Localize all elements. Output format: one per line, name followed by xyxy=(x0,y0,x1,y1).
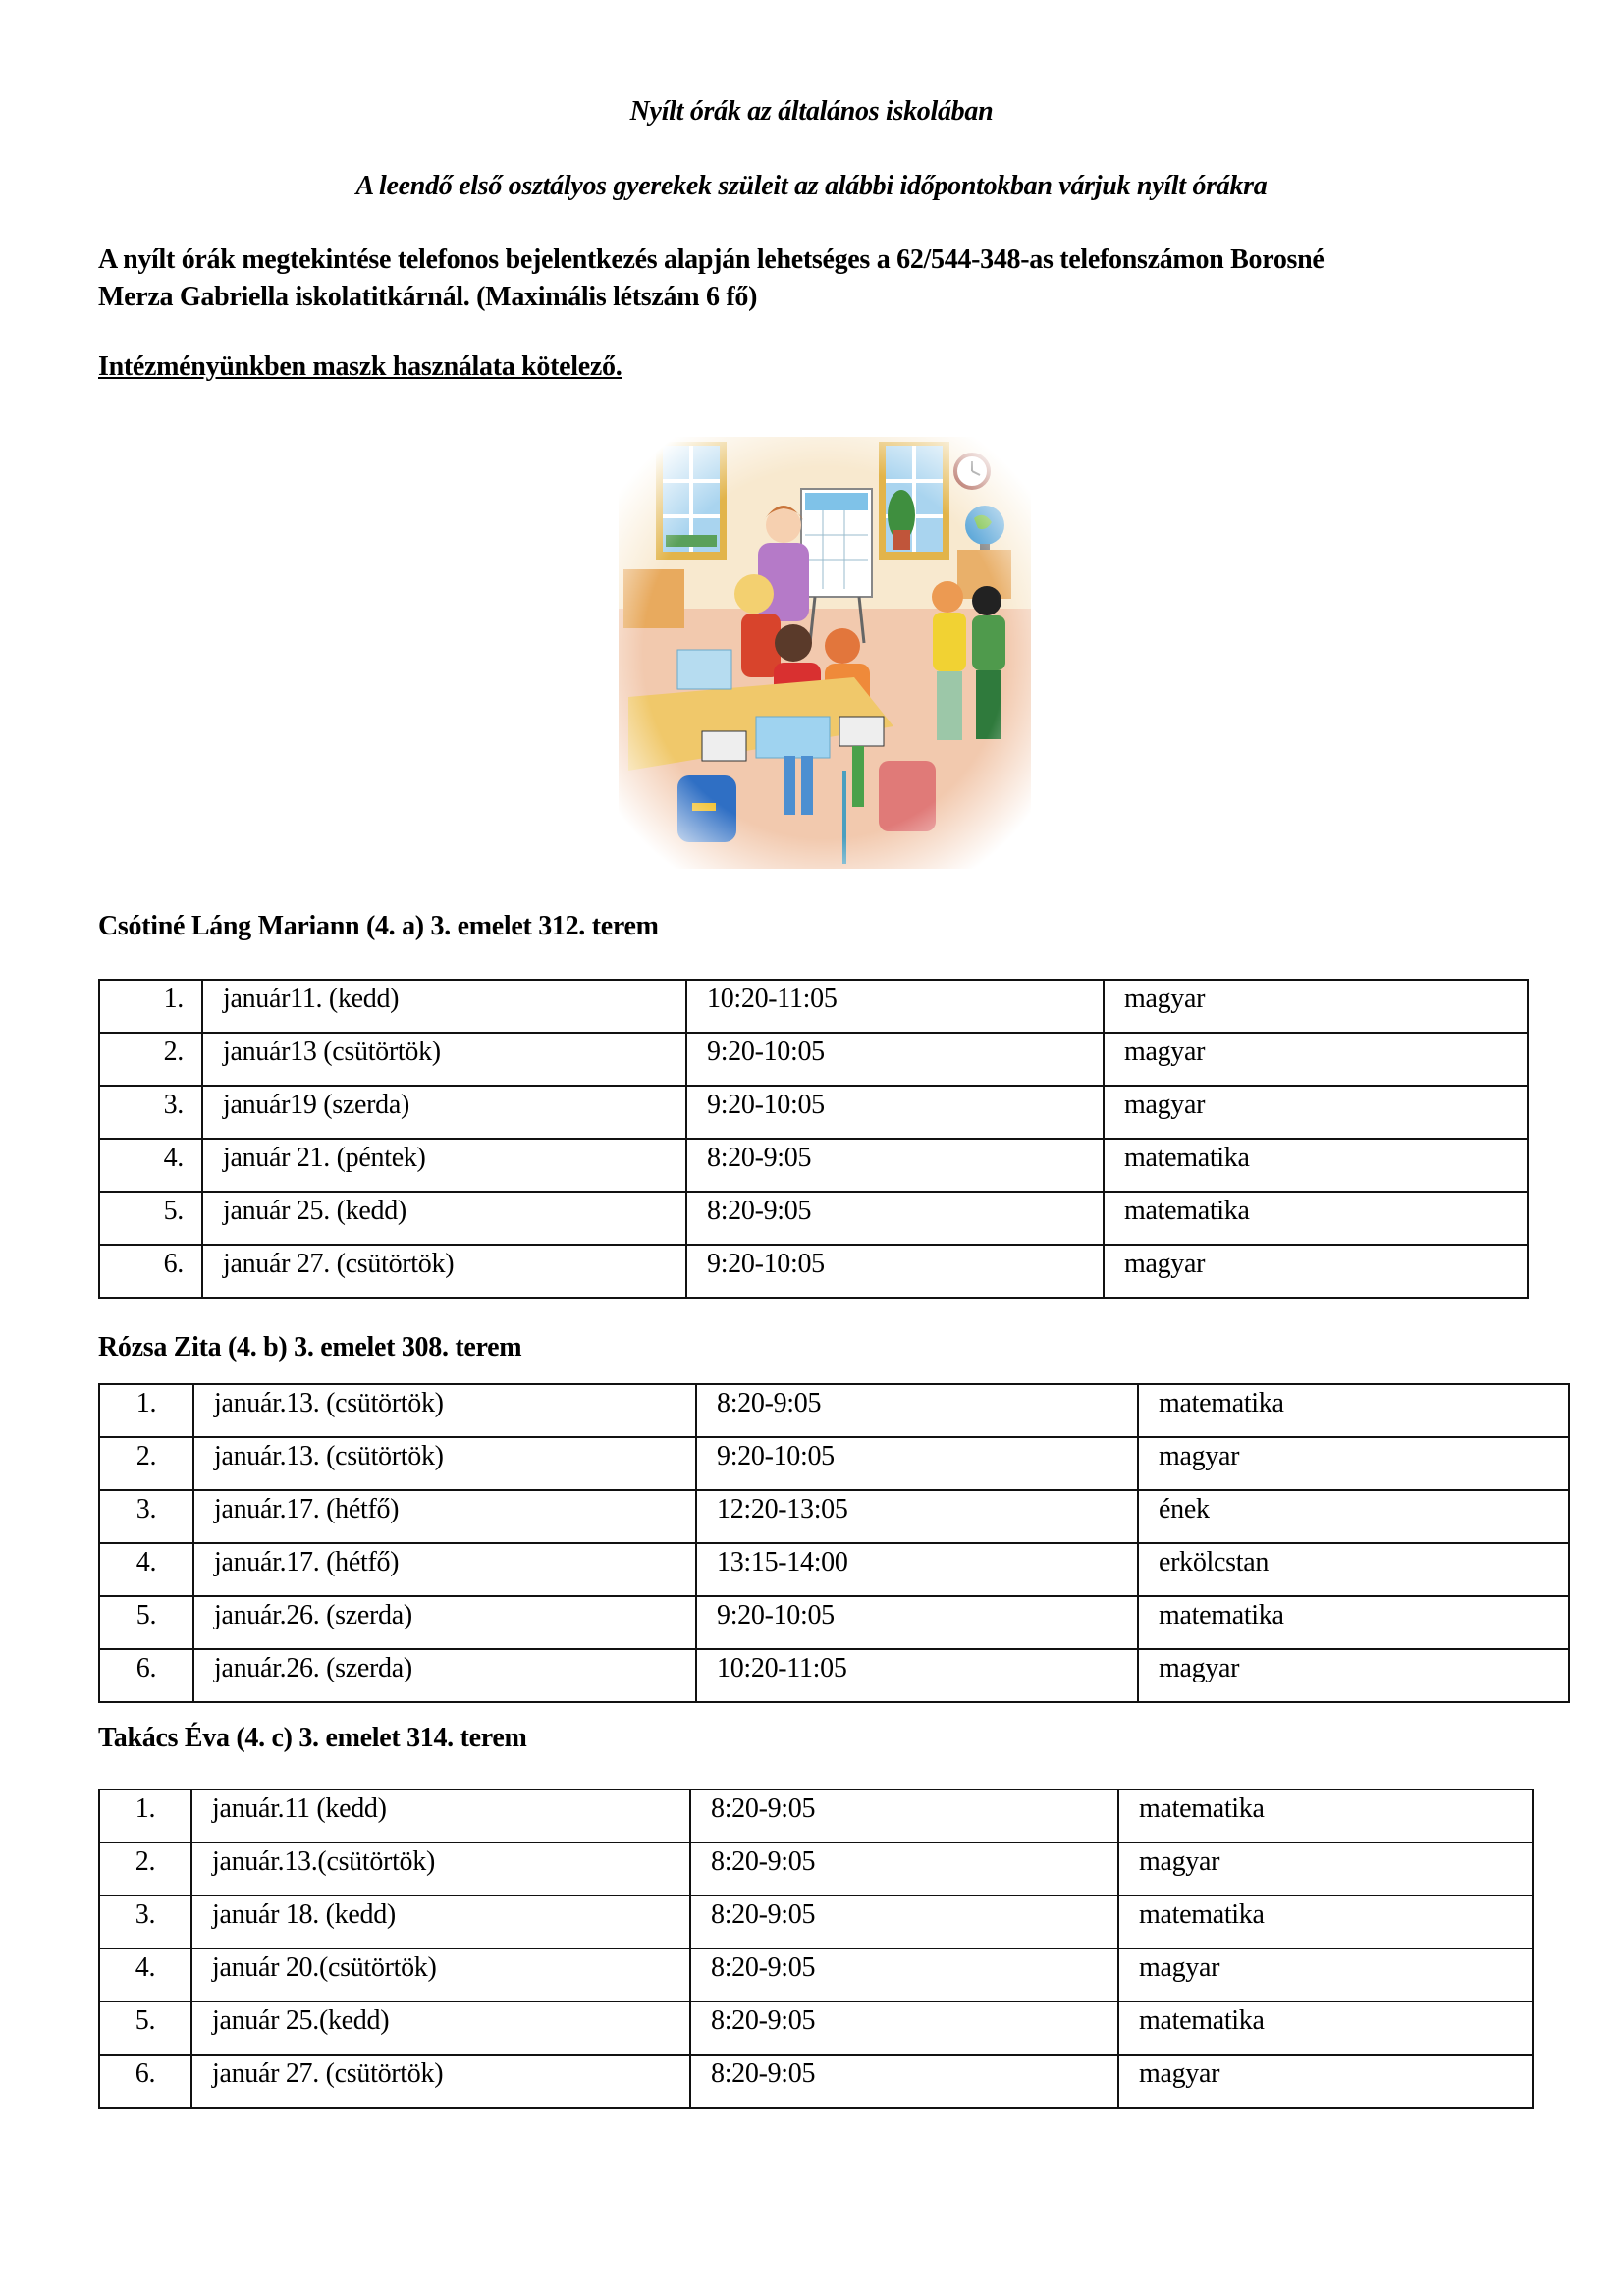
row-number: 1. xyxy=(99,1384,193,1437)
schedule-heading-4b: Rózsa Zita (4. b) 3. emelet 308. terem xyxy=(98,1332,522,1362)
time-cell: 13:15-14:00 xyxy=(696,1543,1138,1596)
subject-cell: matematika xyxy=(1104,1139,1528,1192)
schedule-heading-4a: Csótiné Láng Mariann (4. a) 3. emelet 312. terem xyxy=(98,911,659,941)
date-cell: január.13. (csütörtök) xyxy=(193,1437,696,1490)
table-row xyxy=(99,1086,1528,1139)
date-cell: január 25.(kedd) xyxy=(191,2002,690,2055)
date-cell: január19 (szerda) xyxy=(202,1086,686,1139)
subject-cell: magyar xyxy=(1104,1245,1528,1298)
row-number: 6. xyxy=(99,2055,191,2108)
table-row xyxy=(99,1543,1569,1596)
subject-cell: magyar xyxy=(1118,1842,1533,1896)
row-number: 4. xyxy=(99,1949,191,2002)
schedule-table-4a xyxy=(98,979,1529,1299)
table-row xyxy=(99,1384,1569,1437)
table-row xyxy=(99,1896,1533,1949)
table-row xyxy=(99,1842,1533,1896)
table-row xyxy=(99,980,1528,1033)
date-cell: január.13.(csütörtök) xyxy=(191,1842,690,1896)
time-cell: 9:20-10:05 xyxy=(686,1033,1104,1086)
table-row xyxy=(99,1649,1569,1702)
time-cell: 8:20-9:05 xyxy=(686,1192,1104,1245)
date-cell: január.26. (szerda) xyxy=(193,1596,696,1649)
row-number: 4. xyxy=(99,1139,202,1192)
time-cell: 9:20-10:05 xyxy=(686,1245,1104,1298)
subject-cell: matematika xyxy=(1138,1384,1569,1437)
date-cell: január.11 (kedd) xyxy=(191,1789,690,1842)
time-cell: 8:20-9:05 xyxy=(690,2002,1118,2055)
time-cell: 8:20-9:05 xyxy=(690,1842,1118,1896)
schedule-heading-4c: Takács Éva (4. c) 3. emelet 314. terem xyxy=(98,1723,527,1753)
date-cell: január.17. (hétfő) xyxy=(193,1543,696,1596)
date-cell: január13 (csütörtök) xyxy=(202,1033,686,1086)
date-cell: január11. (kedd) xyxy=(202,980,686,1033)
intro-line-2: Merza Gabriella iskolatitkárnál. (Maximális létszám 6 fő) xyxy=(98,282,758,312)
table-row xyxy=(99,2055,1533,2108)
classroom-illustration-svg xyxy=(609,432,1041,874)
subject-cell: magyar xyxy=(1138,1437,1569,1490)
table-row xyxy=(99,1949,1533,2002)
subject-cell: erkölcstan xyxy=(1138,1543,1569,1596)
row-number: 5. xyxy=(99,1192,202,1245)
classroom-illustration xyxy=(609,432,1041,874)
time-cell: 8:20-9:05 xyxy=(686,1139,1104,1192)
table-row xyxy=(99,1490,1569,1543)
table-row xyxy=(99,1437,1569,1490)
table-row xyxy=(99,1789,1533,1842)
time-cell: 9:20-10:05 xyxy=(696,1596,1138,1649)
row-number: 2. xyxy=(99,1437,193,1490)
subject-cell: magyar xyxy=(1104,980,1528,1033)
subject-cell: matematika xyxy=(1138,1596,1569,1649)
row-number: 3. xyxy=(99,1490,193,1543)
date-cell: január 18. (kedd) xyxy=(191,1896,690,1949)
table-row xyxy=(99,2002,1533,2055)
subject-cell: ének xyxy=(1138,1490,1569,1543)
row-number: 6. xyxy=(99,1245,202,1298)
row-number: 1. xyxy=(99,980,202,1033)
time-cell: 8:20-9:05 xyxy=(690,1789,1118,1842)
row-number: 3. xyxy=(99,1086,202,1139)
time-cell: 10:20-11:05 xyxy=(696,1649,1138,1702)
table-row xyxy=(99,1596,1569,1649)
date-cell: január.13. (csütörtök) xyxy=(193,1384,696,1437)
date-cell: január 21. (péntek) xyxy=(202,1139,686,1192)
row-number: 2. xyxy=(99,1842,191,1896)
subject-cell: magyar xyxy=(1118,1949,1533,2002)
table-row xyxy=(99,1139,1528,1192)
date-cell: január 20.(csütörtök) xyxy=(191,1949,690,2002)
time-cell: 10:20-11:05 xyxy=(686,980,1104,1033)
document-title: Nyílt órák az általános iskolában xyxy=(629,96,994,127)
time-cell: 12:20-13:05 xyxy=(696,1490,1138,1543)
time-cell: 8:20-9:05 xyxy=(696,1384,1138,1437)
schedule-table-4c xyxy=(98,1789,1534,2109)
row-number: 3. xyxy=(99,1896,191,1949)
row-number: 2. xyxy=(99,1033,202,1086)
time-cell: 8:20-9:05 xyxy=(690,1896,1118,1949)
date-cell: január 25. (kedd) xyxy=(202,1192,686,1245)
subject-cell: magyar xyxy=(1104,1033,1528,1086)
table-row xyxy=(99,1033,1528,1086)
document-subtitle: A leendő első osztályos gyerekek szüleit az alábbi időpontokban várjuk nyílt órákra xyxy=(355,171,1268,201)
row-number: 1. xyxy=(99,1789,191,1842)
intro-line-1: A nyílt órák megtekintése telefonos bejelentkezés alapján lehetséges a 62/544-348-as telefonszámon Borosné xyxy=(98,244,1325,275)
subject-cell: magyar xyxy=(1104,1086,1528,1139)
schedule-table-4b xyxy=(98,1383,1570,1703)
date-cell: január 27. (csütörtök) xyxy=(191,2055,690,2108)
row-number: 5. xyxy=(99,1596,193,1649)
time-cell: 9:20-10:05 xyxy=(686,1086,1104,1139)
date-cell: január.17. (hétfő) xyxy=(193,1490,696,1543)
time-cell: 8:20-9:05 xyxy=(690,1949,1118,2002)
subject-cell: matematika xyxy=(1104,1192,1528,1245)
subject-cell: magyar xyxy=(1138,1649,1569,1702)
row-number: 6. xyxy=(99,1649,193,1702)
subject-cell: matematika xyxy=(1118,1896,1533,1949)
time-cell: 9:20-10:05 xyxy=(696,1437,1138,1490)
date-cell: január 27. (csütörtök) xyxy=(202,1245,686,1298)
row-number: 4. xyxy=(99,1543,193,1596)
intro-paragraph xyxy=(98,241,1532,316)
mask-notice: Intézményünkben maszk használata kötelező. xyxy=(98,351,622,382)
subject-cell: magyar xyxy=(1118,2055,1533,2108)
row-number: 5. xyxy=(99,2002,191,2055)
subject-cell: matematika xyxy=(1118,1789,1533,1842)
time-cell: 8:20-9:05 xyxy=(690,2055,1118,2108)
date-cell: január.26. (szerda) xyxy=(193,1649,696,1702)
table-row xyxy=(99,1245,1528,1298)
table-row xyxy=(99,1192,1528,1245)
subject-cell: matematika xyxy=(1118,2002,1533,2055)
